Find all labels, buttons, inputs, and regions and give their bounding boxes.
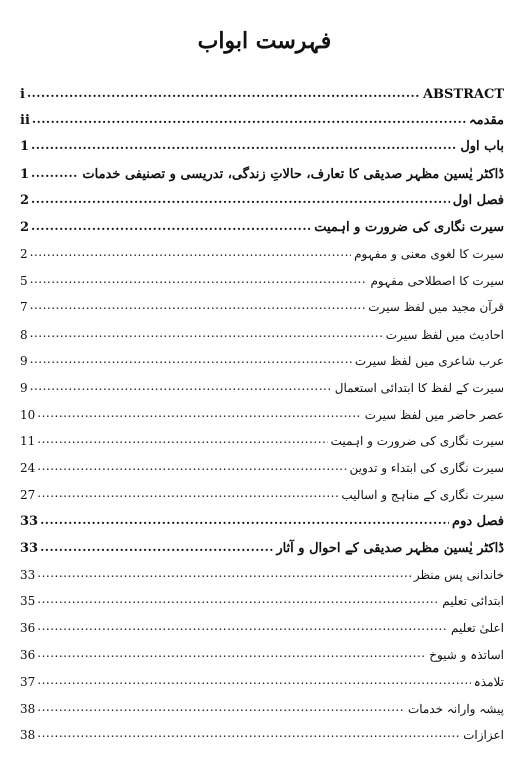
toc-entry-label: اعزازات bbox=[460, 728, 504, 742]
dot-leader bbox=[37, 613, 448, 635]
dot-leader bbox=[30, 320, 383, 342]
dot-leader bbox=[37, 426, 327, 448]
toc-entry-label: سیرت نگاری کی ابتداء و تدوین bbox=[347, 461, 504, 475]
dot-leader bbox=[30, 292, 366, 314]
dot-leader bbox=[37, 480, 338, 502]
toc-entry-label: فصل اول bbox=[450, 193, 504, 208]
page-title: فہرست ابواب bbox=[197, 28, 332, 54]
toc-page-number: 36 bbox=[20, 621, 36, 635]
toc-entry bbox=[20, 426, 504, 448]
toc-entry-label: اساتذہ و شیوخ bbox=[426, 648, 504, 662]
toc-entry bbox=[20, 480, 504, 502]
dot-leader bbox=[30, 373, 332, 395]
toc-entry-label: عرب شاعری میں لفظ سیرت bbox=[352, 354, 504, 368]
toc-entry bbox=[20, 346, 504, 368]
toc-page-number: 35 bbox=[20, 594, 36, 608]
toc-entry-label: ڈاکٹر یٰسین مظہر صدیقی کے احوال و آثار bbox=[273, 541, 504, 556]
toc-page-number: i bbox=[20, 87, 25, 102]
toc-entry bbox=[20, 132, 504, 154]
toc-entry bbox=[20, 400, 504, 422]
toc-entry-label: سیرت کے لفظ کا ابتدائی استعمال bbox=[332, 381, 504, 395]
toc-page-number: 33 bbox=[20, 568, 36, 582]
toc-page-number: 33 bbox=[20, 514, 39, 529]
toc-entry-label: ABSTRACT bbox=[420, 87, 504, 102]
dot-leader bbox=[37, 667, 470, 689]
toc-page-number: 2 bbox=[20, 247, 28, 261]
toc-entry bbox=[20, 640, 504, 662]
toc-page-number: 38 bbox=[20, 702, 36, 716]
toc-entry bbox=[20, 534, 504, 556]
toc-entry-label: مقدمہ bbox=[466, 113, 504, 128]
toc-page-number: 2 bbox=[20, 220, 30, 235]
toc-page-number: 1 bbox=[20, 167, 30, 182]
toc-entry-label: باب اول bbox=[457, 139, 504, 154]
dot-leader bbox=[27, 80, 420, 102]
toc-entry bbox=[20, 667, 504, 689]
toc-entry bbox=[20, 266, 504, 288]
toc-page-number: 1 bbox=[20, 139, 30, 154]
toc-page-number: 38 bbox=[20, 728, 36, 742]
toc-entry-label: سیرت نگاری کے مناہج و اسالیب bbox=[338, 488, 504, 502]
dot-leader bbox=[40, 507, 449, 529]
toc-entry-label: عصر حاضر میں لفظ سیرت bbox=[362, 408, 504, 422]
toc-page-number: 7 bbox=[20, 300, 28, 314]
toc-page-number: 5 bbox=[20, 274, 28, 288]
toc-page-number: 33 bbox=[20, 541, 39, 556]
toc-entry-label: سیرت کا لغوی معنی و مفہوم bbox=[351, 247, 504, 261]
toc-entry bbox=[20, 292, 504, 314]
toc-page-number: 8 bbox=[20, 328, 28, 342]
toc-entry-label: ابتدائی تعلیم bbox=[439, 594, 504, 608]
toc-entry bbox=[20, 320, 504, 342]
toc-page-number: 37 bbox=[20, 675, 36, 689]
toc-page-number: 11 bbox=[20, 434, 36, 448]
dot-leader bbox=[37, 560, 411, 582]
toc-entry-label: خاندانی پس منظر bbox=[411, 568, 504, 582]
toc-entry-label: پیشہ وارانہ خدمات bbox=[405, 702, 504, 716]
dot-leader bbox=[31, 132, 457, 154]
dot-leader bbox=[37, 400, 361, 422]
toc-entry bbox=[20, 720, 504, 742]
toc-entry bbox=[20, 586, 504, 608]
toc-page-number: 9 bbox=[20, 354, 28, 368]
toc-entry-label: سیرت نگاری کی ضرورت و اہمیت bbox=[311, 220, 504, 235]
toc-page-number: 24 bbox=[20, 461, 36, 475]
toc-page-number: ii bbox=[20, 113, 30, 128]
toc-entry bbox=[20, 186, 504, 208]
toc-page-number: 36 bbox=[20, 648, 36, 662]
toc-entry bbox=[20, 613, 504, 635]
toc-entry bbox=[20, 213, 504, 235]
toc-entry-label: قرآن مجید میں لفظ سیرت bbox=[365, 300, 504, 314]
toc-entry-label: تلامذہ bbox=[471, 675, 504, 689]
toc-page-number: 10 bbox=[20, 408, 36, 422]
toc-page-number: 2 bbox=[20, 193, 30, 208]
dot-leader bbox=[30, 266, 368, 288]
toc-entry bbox=[20, 560, 504, 582]
toc-entry bbox=[20, 160, 504, 182]
toc-entry bbox=[20, 239, 504, 261]
toc-entry-label: اعلیٰ تعلیم bbox=[448, 621, 504, 635]
dot-leader bbox=[40, 534, 273, 556]
toc-entry bbox=[20, 106, 504, 128]
dot-leader bbox=[37, 453, 346, 475]
toc-entry-label: سیرت نگاری کی ضرورت و اہمیت bbox=[328, 434, 504, 448]
dot-leader bbox=[32, 106, 466, 128]
dot-leader bbox=[37, 720, 460, 742]
toc-entry-label: سیرت کا اصطلاحی مفہوم bbox=[367, 274, 504, 288]
toc-entry bbox=[20, 80, 504, 102]
dot-leader bbox=[30, 239, 351, 261]
toc-entry bbox=[20, 694, 504, 716]
dot-leader bbox=[31, 186, 450, 208]
dot-leader bbox=[30, 346, 352, 368]
toc-entry-label: احادیث میں لفظ سیرت bbox=[383, 328, 504, 342]
dot-leader bbox=[37, 640, 426, 662]
dot-leader bbox=[31, 213, 311, 235]
toc-entry bbox=[20, 507, 504, 529]
toc-entry-label: ڈاکٹر یٰسین مظہر صدیقی کا تعارف، حالاتِ زندگی، تدریسی و تصنیفی خدمات bbox=[79, 167, 504, 182]
toc-page-number: 27 bbox=[20, 488, 36, 502]
dot-leader bbox=[37, 694, 405, 716]
toc-entry bbox=[20, 373, 504, 395]
dot-leader bbox=[31, 160, 79, 182]
toc-page-number: 9 bbox=[20, 381, 28, 395]
toc-entry-label: فصل دوم bbox=[449, 514, 504, 529]
toc-entry bbox=[20, 453, 504, 475]
dot-leader bbox=[37, 586, 439, 608]
